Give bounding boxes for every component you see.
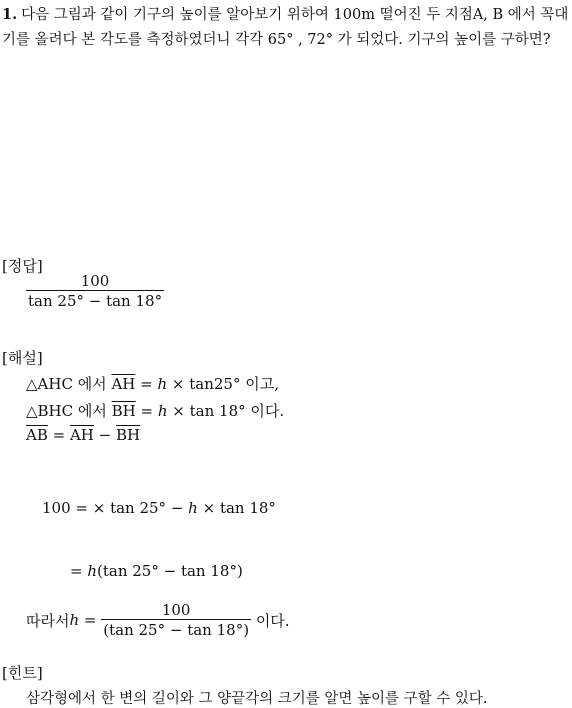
line1-prefix: △AHC 에서: [26, 375, 112, 393]
conclusion-denominator: (tan 25° − tan 18°): [103, 621, 250, 639]
conclusion-fraction: [101, 601, 251, 639]
line3-minus: −: [93, 426, 116, 444]
segment-ah: $\overline{AH}$: [111, 375, 136, 393]
segment-bh: $\overline{BH}$: [116, 426, 141, 444]
answer-label: [정답]: [2, 257, 43, 275]
variable-h: h: [69, 611, 80, 629]
conclusion-numerator: 100: [161, 601, 191, 619]
line2-eq: =: [135, 402, 158, 420]
hint-text: 삼각형에서 한 변의 길이와 그 양끝각의 크기를 알면 높이를 구할 수 있다.: [26, 691, 488, 707]
question-body: 다음 그림과 같이 기구의 높이를 알아보기 위하여 100m 떨어진 두 지점A, B 에서 꼭대기를 올려다 본 각도를 측정하였더니 각각 65° , 72° 가 되었다. 기구의 높이를 구하면?: [2, 7, 569, 48]
conclusion-prefix: 따라서: [26, 611, 70, 630]
eq1-left: 100 = × tan 25° −: [42, 499, 189, 517]
conclusion-eq: =: [79, 611, 102, 629]
answer-numerator: 100: [80, 272, 110, 290]
segment-ab: $\overline{AB}$: [26, 426, 48, 444]
question-text: [2, 2, 570, 53]
eq2-right: (tan 25° − tan 18°): [97, 562, 243, 580]
conclusion-suffix: 이다.: [251, 611, 290, 630]
line2-prefix: △BHC 에서: [26, 402, 112, 420]
solution-line-3: [26, 426, 140, 444]
answer-denominator: tan 25° − tan 18°: [28, 292, 163, 310]
line3-eq: =: [47, 426, 70, 444]
variable-h: h: [157, 375, 168, 393]
line2-rest: × tan 18° 이다.: [167, 402, 285, 420]
variable-h: h: [157, 402, 168, 420]
variable-h: h: [188, 499, 198, 517]
line1-rest: × tan25° 이고,: [167, 375, 279, 393]
equation-2: [70, 562, 243, 580]
eq1-right: × tan 18°: [197, 499, 276, 517]
segment-bh: $\overline{BH}$: [111, 402, 136, 420]
equation-1: [42, 499, 276, 517]
hint-label: [힌트]: [2, 664, 43, 682]
line1-eq: =: [135, 375, 158, 393]
solution-line-1: [26, 373, 279, 394]
answer-fraction: [26, 272, 164, 310]
solution-label: [해설]: [2, 349, 43, 367]
eq2-left: =: [70, 562, 88, 580]
segment-ah: $\overline{AH}$: [69, 426, 94, 444]
solution-line-2: [26, 400, 284, 421]
variable-h: h: [87, 562, 98, 580]
question-number: 1.: [2, 6, 18, 23]
conclusion: [26, 601, 290, 639]
